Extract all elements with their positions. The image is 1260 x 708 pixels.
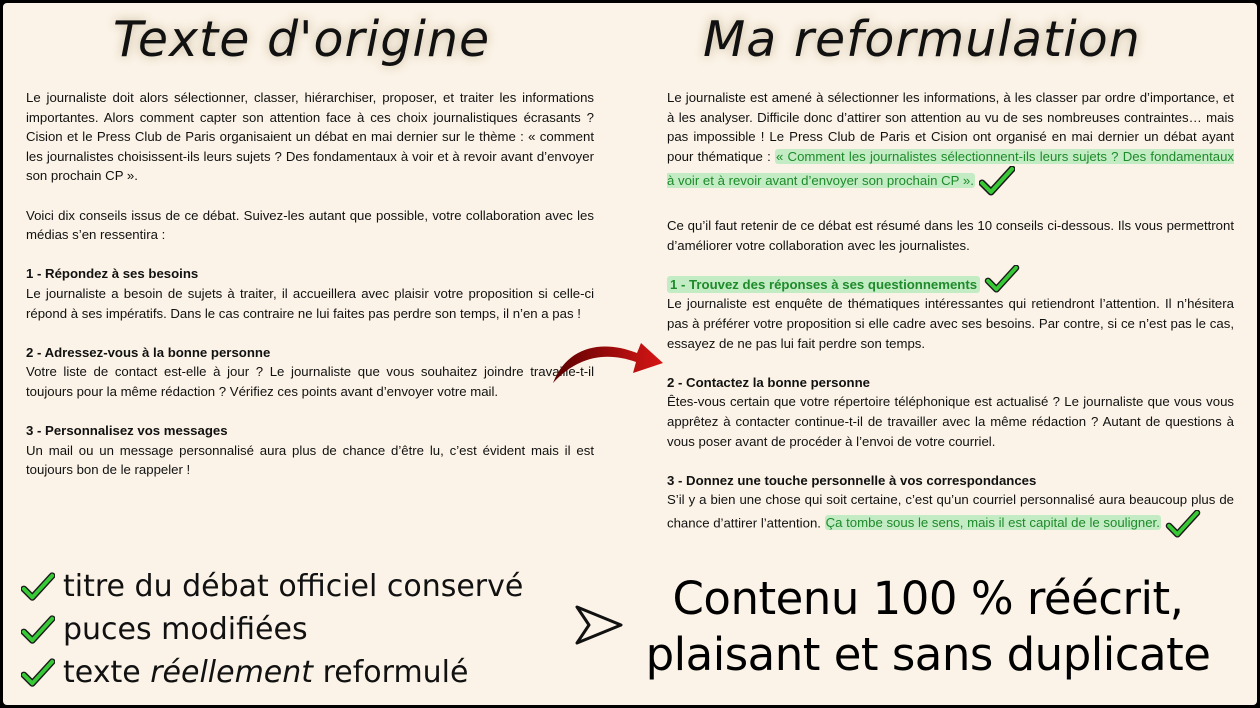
rewrite-intro-highlight: « Comment les journalistes sélectionnent-ils leurs sujets ? Des fondamentaux à voir et à revoir avant d’envoyer son prochain CP ». (667, 148, 1234, 188)
conclusion-line-1: Contenu 100 % réécrit, (672, 572, 1184, 625)
original-tip-3-body: Un mail ou un message personnalisé aura plus de chance d’être lu, c’est évident mais il est toujours bon de le rappeler ! (26, 442, 594, 478)
original-text-column (26, 88, 594, 499)
original-lead: Voici dix conseils issus de ce débat. Suivez-les autant que possible, votre collaboration avec les médias s’en ressentira : (26, 207, 594, 243)
original-tip-2-body: Votre liste de contact est-elle à jour ? Le journaliste que vous souhaitez joindre travaille-t-il toujours pour la même rédaction ? Vérifiez ces points avant d’envoyer votre mail. (26, 364, 594, 399)
original-tip-1 (26, 264, 594, 323)
rewrite-tip-3-highlight: Ça tombe sous le sens, mais il est capital de le souligner. (825, 515, 1160, 531)
rewrite-tip-1-body: Le journaliste est enquête de thématiques intéressantes qui retiendront l’attention. Il n’hésitera pas à préférer votre proposition si elle cadre avec ses besoins. Par contre, si ce n’est pas le cas, essayez de ne pas lui fait perdre son temps. (667, 296, 1234, 351)
title-rewrite: Ma reformulation (703, 11, 1141, 68)
bullet-text: puces modifiées (63, 612, 308, 647)
rewrite-tip-2-body: Êtes-vous certain que votre répertoire téléphonique est actualisé ? Le journaliste que vous vous apprêtez à contacter continue-t-il de travailler avec la même rédaction ? Autant de questions à vous poser avant de procéder à l’envoi de votre courriel. (667, 394, 1234, 449)
check-icon (984, 265, 1020, 293)
check-icon (21, 658, 55, 688)
rewrite-intro (667, 88, 1234, 196)
bullet-text-emphasis: réellement (150, 655, 314, 690)
original-intro: Le journaliste doit alors sélectionner, classer, hiérarchiser, proposer, et traiter les informations importantes. Alors comment capter son attention face à ces choix journalistiques écrasants ? Cision et le Press Club de Paris organisaient un débat en mai dernier sur le thème : « comment les journalistes choisissent-ils leurs sujets ? Des fondamentaux à voir et à revoir avant d’envoyer son prochain CP ». (26, 90, 594, 184)
original-tip-3 (26, 421, 594, 480)
rewrite-tip-1-heading: 1 - Trouvez des réponses à ses questionnements (667, 276, 980, 293)
bullet-text-pre: texte (63, 655, 151, 690)
bullet-item (21, 608, 523, 651)
original-tip-2 (26, 343, 594, 402)
infographic (3, 3, 1257, 705)
bullet-item (21, 565, 523, 608)
rewrite-lead: Ce qu’il faut retenir de ce débat est résumé dans les 10 conseils ci-dessous. Ils vous permettront d’améliorer votre collaboration avec les journalistes. (667, 217, 1234, 253)
conclusion (608, 571, 1248, 683)
summary-bullets (21, 565, 523, 694)
curved-arrow-icon (549, 333, 669, 389)
title-original: Texte d'origine (113, 11, 491, 68)
original-tip-1-body: Le journaliste a besoin de sujets à traiter, il accueillera avec plaisir votre proposition si celle-ci répond à ses impératifs. Dans le cas contraire ne lui faites pas perdre son temps, il n’en a pas ! (26, 285, 594, 321)
bullet-item (21, 651, 523, 694)
rewrite-tip-3-body: S’il y a bien une chose qui soit certaine, c’est qu’un courriel personnalisé aura beaucoup plus de chance d’attirer l’attention. (667, 492, 1234, 531)
check-icon (1165, 510, 1201, 538)
bullet-text-post: reformulé (313, 655, 469, 690)
bullet-text (63, 651, 468, 694)
rewrite-tip-3 (667, 471, 1234, 538)
original-tip-2-heading: 2 - Adressez-vous à la bonne personne (26, 344, 271, 360)
rewrite-text-column (667, 88, 1234, 557)
original-tip-3-heading: 3 - Personnalisez vos messages (26, 423, 228, 439)
check-icon (21, 615, 55, 645)
rewrite-tip-1 (667, 275, 1234, 353)
rewrite-intro-text: Le journaliste est amené à sélectionner les informations, à les classer par ordre d’importance, et à les analyser. Difficile donc d’attirer son attention au vu de ses nombreuses contraintes… mais pas impossible ! Le Press Club de Paris et Cision ont organisé en mai dernier un débat ayant pour thématique : (667, 90, 1234, 164)
original-tip-1-heading: 1 - Répondez à ses besoins (26, 266, 199, 282)
rewrite-tip-3-heading: 3 - Donnez une touche personnelle à vos correspondances (667, 472, 1037, 488)
conclusion-line-2: plaisant et sans duplicate (645, 628, 1211, 681)
bullet-text: titre du débat officiel conservé (63, 569, 524, 604)
rewrite-tip-2 (667, 373, 1234, 451)
check-icon (979, 166, 1015, 196)
check-icon (21, 572, 55, 602)
rewrite-tip-2-heading: 2 - Contactez la bonne personne (667, 374, 870, 390)
